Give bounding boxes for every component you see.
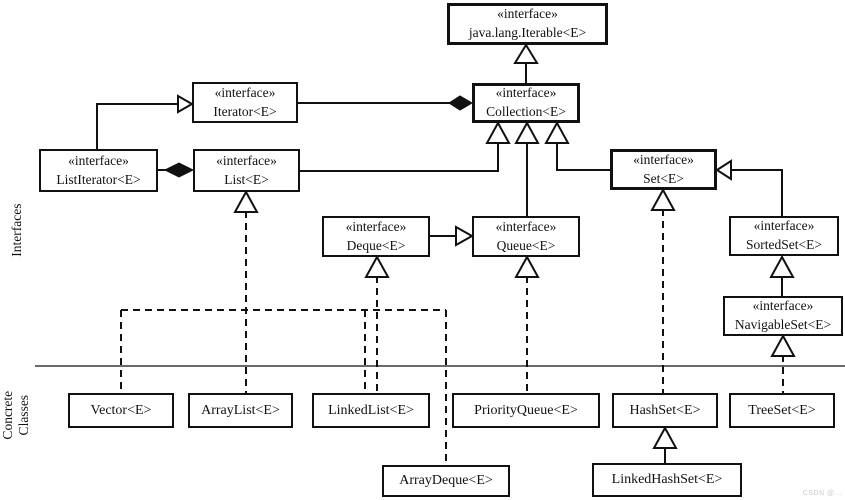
interface-iterable-node — [447, 3, 608, 45]
interface-name: java.lang.Iterable<E> — [468, 25, 587, 40]
class-hashset-node — [612, 393, 718, 428]
interface-name: Queue<E> — [496, 237, 556, 253]
class-name: PriorityQueue<E> — [474, 402, 578, 418]
concrete-classes-section-label: Concrete Classes — [0, 390, 31, 440]
interface-iterator-node — [192, 82, 298, 123]
class-arraylist-node — [188, 393, 293, 428]
interface-name: Iterator<E> — [213, 103, 277, 119]
arrow-under-deque — [366, 257, 388, 277]
interface-navigableset-node — [723, 296, 843, 336]
arrow-to-iterable — [515, 45, 537, 63]
interface-queue-node — [472, 216, 580, 257]
interface-set-node — [610, 149, 717, 190]
stereotype-label: «interface» — [495, 218, 557, 234]
edge-set-collection — [557, 142, 610, 170]
class-linkedlist-node — [312, 393, 430, 428]
stereotype-label: «interface» — [752, 298, 814, 314]
class-treeset-node — [729, 393, 835, 428]
diamond-list-listiterator — [165, 163, 193, 177]
arrow-under-navigableset — [772, 336, 794, 356]
stereotype-label: «interface» — [633, 151, 694, 167]
interface-name: Deque<E> — [346, 237, 406, 253]
arrow-linkedhashset-to-hashset — [654, 428, 676, 448]
class-name: LinkedHashSet<E> — [611, 472, 723, 488]
arrow-navigableset-to-sortedset — [771, 257, 793, 277]
interface-name: NavigableSet<E> — [734, 317, 832, 332]
interface-name: List<E> — [224, 171, 269, 187]
interface-deque-node — [322, 216, 430, 257]
interface-collection-node — [472, 83, 580, 123]
stereotype-label: «interface» — [216, 152, 277, 168]
arrow-set-to-collection — [546, 123, 568, 143]
class-name: HashSet<E> — [629, 402, 701, 418]
edge-sortedset-set — [730, 170, 782, 216]
watermark-text: CSDN @... — [802, 490, 842, 497]
arrow-sortedset-to-set — [717, 161, 731, 179]
arrow-deque-to-queue — [456, 227, 472, 245]
interface-sortedset-node — [729, 216, 839, 256]
class-name: ArrayList<E> — [201, 402, 280, 418]
interface-name: Collection<E> — [486, 104, 566, 119]
class-name: ArrayDeque<E> — [399, 473, 493, 489]
arrow-list-to-collection — [487, 123, 509, 143]
class-arraydeque-node — [382, 465, 510, 497]
class-vector-node — [68, 393, 174, 428]
class-name: LinkedList<E> — [328, 402, 414, 418]
stereotype-label: «interface» — [345, 218, 407, 234]
stereotype-label: «interface» — [214, 84, 276, 100]
stereotype-label: «interface» — [753, 218, 815, 234]
edge-list-collection — [300, 142, 498, 171]
arrow-queue-to-collection — [516, 123, 538, 143]
interfaces-section-label: Interfaces — [8, 203, 24, 257]
stereotype-label: «interface» — [497, 6, 558, 22]
class-linkedhashset-node — [592, 463, 742, 497]
interface-name: ListIterator<E> — [56, 171, 141, 187]
interface-listiterator-node — [39, 149, 158, 192]
arrow-to-iterator — [178, 96, 192, 112]
diamond-collection-iterator — [449, 96, 472, 110]
interface-list-node — [193, 149, 300, 192]
edge-listiterator-iterator — [97, 104, 179, 149]
stereotype-label: «interface» — [68, 152, 129, 168]
interface-name: SortedSet<E> — [746, 237, 822, 252]
class-name: TreeSet<E> — [748, 402, 816, 418]
class-priorityqueue-node — [452, 393, 600, 428]
arrow-under-set — [652, 190, 674, 210]
arrow-under-list — [235, 192, 257, 212]
class-name: Vector<E> — [90, 402, 152, 418]
interface-name: Set<E> — [643, 170, 684, 186]
stereotype-label: «interface» — [495, 85, 557, 101]
arrow-under-queue — [516, 257, 538, 277]
